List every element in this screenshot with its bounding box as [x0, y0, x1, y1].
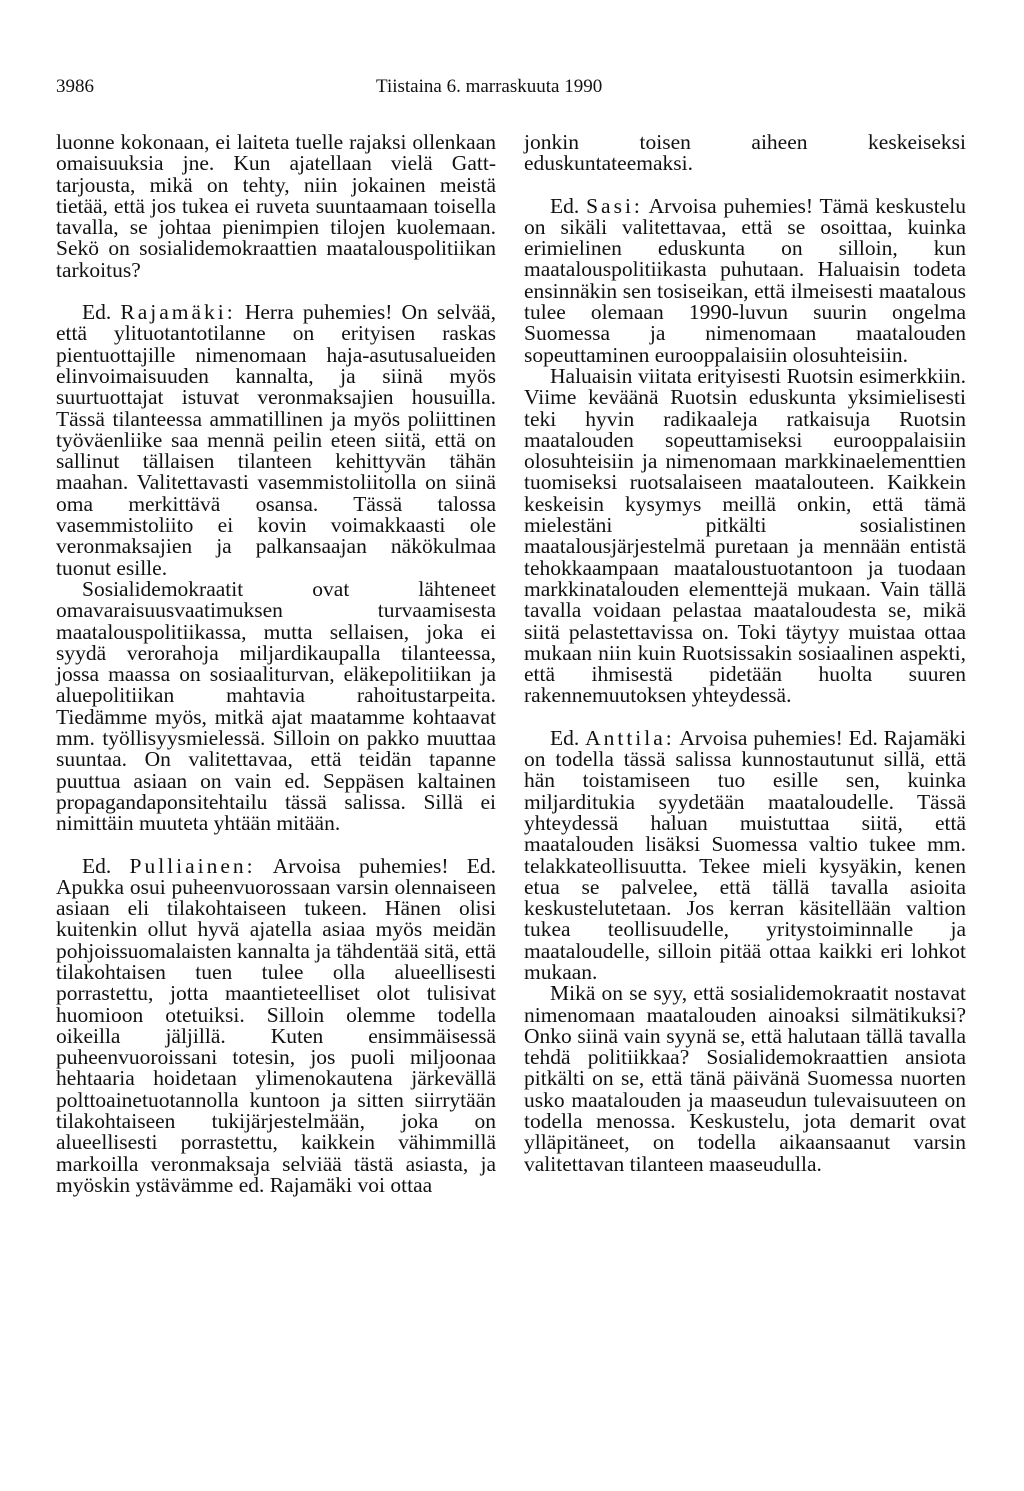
page-date: Tiistaina 6. marraskuuta 1990	[376, 76, 603, 97]
speech-paragraph	[524, 725, 966, 984]
speech-paragraph	[56, 302, 496, 579]
page-number: 3986	[56, 76, 94, 97]
speech-paragraph	[524, 193, 966, 367]
paragraph: jonkin toisen aiheen keskeiseksi eduskuntateemaksi.	[524, 130, 966, 176]
speaker-prefix: Ed.	[82, 300, 112, 325]
speaker-name: Pulliainen:	[129, 853, 256, 878]
paragraph-gap	[524, 175, 966, 196]
speaker-name: Rajamäki:	[120, 300, 236, 325]
paragraph: Haluaisin viitata erityisesti Ruotsin esimerkkiin. Viime keväänä Ruotsin eduskunta yksimielisesti teki hyvin radikaaleja ratkaisuja Ruotsin maatalouden sopeuttamiseksi eurooppalaisiin olosuhteisiin ja nimenomaan markkinaelementtien tuomiseksi ruotsalaiseen maatalouteen. Kaikkein keskeisin kysymys meillä onkin, että tämä mielestäni pitkälti sosialistinen maatalousjärjestelmä puretaan ja mennään entistä tehokkaampaan maataloustuotantoon ja tuodaan markkinatalouden elementtejä mukaan. Vain tällä tavalla voidaan pelastaa maataloudesta se, mikä siitä pelastettavissa on. Toki täytyy muistaa ottaa mukaan niin kuin Ruotsissakin sosiaalinen aspekti, että ihmisestä pidetään huolta suuren rakennemuutoksen yhteydessä.	[524, 363, 966, 708]
paragraph: Mikä on se syy, että sosialidemokraatit nostavat nimenomaan maatalouden ainoaksi silmätikuksi? Onko siinä vain syynä se, että halutaan tällä tavalla tehdä politiikkaa? Sosialidemokraattien ansiota pitkälti on se, että tänä päivänä Suomessa nuorten usko maatalouden ja maaseudun tulevaisuuteen on todella menossa. Keskustelu, jota demarit ovat ylläpitäneet, on todella aikaansaanut varsin valitettavan tilanteen maaseudulla.	[524, 981, 966, 1176]
speech-text: Arvoisa puhemies! Tämä keskustelu on sikäli valitettavaa, että se osoittaa, kuinka erimielinen eduskunta on silloin, kun maatalouspolitiikasta puhutaan. Haluaisin todeta ensinnäkin sen tosiseikan, että ilmeisesti maatalous tulee olemaan 1990-luvun suurin ongelma Suomessa ja nimenomaan maatalouden sopeuttaminen eurooppalaisiin olosuhteisiin.	[524, 193, 966, 367]
paragraph: luonne kokonaan, ei laiteta tuelle rajaksi ollenkaan omaisuuksia jne. Kun ajatellaan vielä Gatt-tarjousta, mikä on tehty, niin jokainen meistä tietää, että jos tukea ei ruveta suuntaamaan toisella tavalla, se johtaa pienimpien tilojen kuolemaan. Sekö on sosialidemokraattien maatalouspolitiikan tarkoitus?	[56, 130, 496, 282]
speaker-prefix: Ed.	[82, 853, 112, 878]
speech-text: Arvoisa puhemies! Ed. Rajamäki on todella tässä salissa kunnostautunut sillä, että hän toistamiseen tuo esille sen, kuinka miljarditukia syydetään maataloudelle. Tässä yhteydessä haluan muistuttaa siitä, että maatalouden lisäksi Suomessa valtio tukee mm. telakkateollisuutta. Tekee mieli kysyäkin, kenen etua se palvelee, että tällä tavalla asioita keskustelutetaan. Jos kerran käsitellään valtion tukea teollisuudelle, yritystoiminnalle ja maataloudelle, silloin pitää ottaa kaikki eri lohkot mukaan.	[524, 725, 966, 984]
speaker-prefix: Ed.	[550, 193, 580, 218]
speech-paragraph	[56, 853, 496, 1197]
paragraph-gap	[524, 707, 966, 728]
left-column	[56, 132, 496, 1196]
paragraph: Sosialidemokraatit ovat lähteneet omavaraisuusvaatimuksen turvaamisesta maatalouspolitiikassa, mutta sellaisen, joka ei syydä verorahoja miljardikaupalla tilanteessa, jossa maassa on sosiaaliturvan, eläkepolitiikan ja aluepolitiikan mahtavia rahoitustarpeita. Tiedämme myös, mitkä ajat maatamme kohtaavat mm. työllisyysmielessä. Silloin on pakko muuttaa suuntaa. On valitettavaa, että teidän tapanne puuttua asiaan on vain ed. Seppäsen kaltainen propagandaponsitehtailu tässä salissa. Sillä ei nimittäin muuteta yhtään mitään.	[56, 576, 496, 836]
speech-text: Herra puhemies! On selvää, että ylituotantotilanne on erityisen raskas pientuottajille nimenomaan haja-asutusalueiden elinvoimaisuuden kannalta, ja siinä myös suurtuottajat istuvat veronmaksajien housuilla. Tässä tilanteessa ammatillinen ja myös poliittinen työväenliike saa mennä peilin eteen siitä, että on sallinut tällaisen tilanteen kehittyvän tähän maahan. Valitettavasti vasemmistoliitolla on siinä oma merkittävä osansa. Tässä talossa vasemmistoliito ei kovin voimakkaasti ole veronmaksajien ja palkansaajan näkökulmaa tuonut esille.	[56, 300, 497, 580]
speaker-name: Sasi:	[586, 193, 643, 218]
paragraph-gap	[56, 281, 496, 302]
speaker-prefix: Ed.	[550, 725, 580, 750]
speaker-name: Anttila:	[585, 725, 675, 750]
paragraph-gap	[56, 835, 496, 856]
speech-text: Arvoisa puhemies! Ed. Apukka osui puheenvuorossaan varsin olennaiseen asiaan eli tilakohtaiseen tukeen. Hänen olisi kuitenkin ollut hyvä ajatella asiaa myös meidän pohjoissuomalaisten kannalta ja tähdentää sitä, että tilakohtaisen tuen tulee olla alueellisesti porrastettu, jotta maantieteelliset olot tulisivat huomioon otetuiksi. Silloin olemme todella oikeilla jäljillä. Kuten ensimmäisessä puheenvuoroissani totesin, jos puoli miljoonaa hehtaaria hoidetaan ylimenokautena järkevällä polttoainetuotannolla kuntoon ja sitten siirrytään tilakohtaiseen tukijärjestelmään, joka on alueellisesti porrastettu, kaikkein vähimmillä markoilla veronmaksaja selviää tästä asiasta, ja myöskin ystävämme ed. Rajamäki voi ottaa	[56, 853, 496, 1197]
right-column	[524, 132, 966, 1175]
